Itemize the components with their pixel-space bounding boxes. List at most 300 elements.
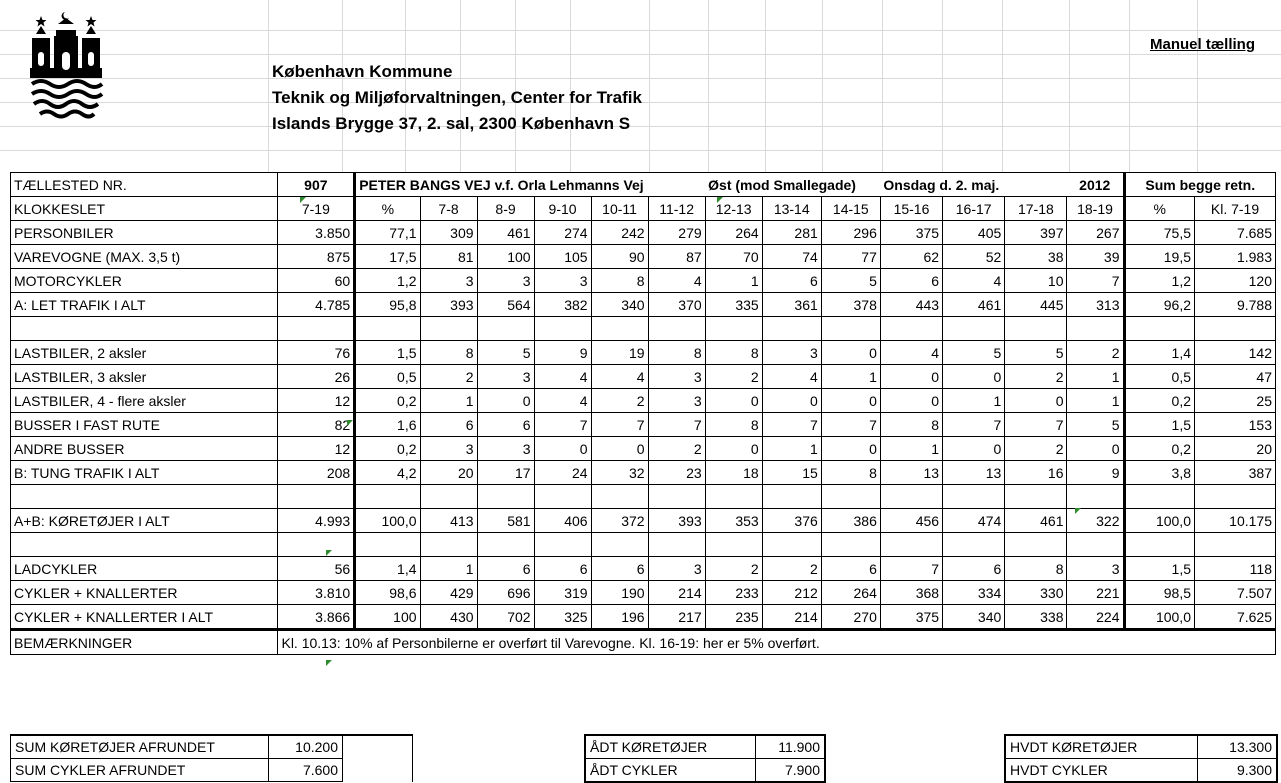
org-address: Islands Brygge 37, 2. sal, 2300 København S	[272, 114, 631, 133]
count-cell: 81	[420, 245, 477, 269]
count-cell: 224	[1067, 605, 1124, 630]
count-cell: 90	[591, 245, 648, 269]
count-cell: 1,5	[355, 341, 420, 365]
count-cell: 75,5	[1124, 221, 1195, 245]
total-row-light-traffic	[11, 293, 1276, 317]
row-label: VAREVOGNE (MAX. 3,5 t)	[11, 245, 278, 269]
count-cell: 98,5	[1124, 581, 1195, 605]
rounded-sum-box	[10, 734, 413, 782]
spacer-row	[11, 485, 1276, 509]
adt-box	[584, 734, 826, 783]
info-row	[11, 173, 1276, 197]
adt-vehicles-value: 11.900	[755, 735, 825, 759]
vehicle-row	[11, 437, 1276, 461]
count-cell: 6	[477, 557, 534, 581]
count-cell: 20	[1195, 437, 1276, 461]
sum-vehicles-label: SUM KØRETØJER AFRUNDET	[11, 735, 269, 759]
count-cell: 5	[1005, 341, 1067, 365]
count-cell: 196	[591, 605, 648, 630]
count-cell: 581	[477, 509, 534, 533]
row-label: CYKLER + KNALLERTER I ALT	[11, 605, 278, 630]
count-cell: 13	[943, 461, 1005, 485]
column-header: 11-12	[648, 197, 705, 221]
count-cell: 3	[420, 437, 477, 461]
count-cell: 3	[477, 365, 534, 389]
count-cell: 696	[477, 581, 534, 605]
count-cell: 214	[648, 581, 705, 605]
count-cell: 0,2	[1124, 389, 1195, 413]
count-cell: 5	[821, 269, 880, 293]
count-cell: 3	[648, 557, 705, 581]
count-cell: 0,2	[1124, 437, 1195, 461]
count-cell: 334	[943, 581, 1005, 605]
column-header: 17-18	[1005, 197, 1067, 221]
count-cell: 233	[705, 581, 762, 605]
count-cell: 5	[943, 341, 1005, 365]
column-header: Kl. 7-19	[1195, 197, 1276, 221]
count-cell: 1	[880, 437, 942, 461]
count-cell: 4	[880, 341, 942, 365]
count-cell: 3.866	[278, 605, 355, 630]
column-header: %	[1124, 197, 1195, 221]
count-cell: 17,5	[355, 245, 420, 269]
count-cell: 1,5	[1124, 413, 1195, 437]
count-cell: 375	[880, 605, 942, 630]
row-label: LASTBILER, 3 aksler	[11, 365, 278, 389]
remarks-label: BEMÆRKNINGER	[11, 630, 278, 655]
count-cell: 208	[278, 461, 355, 485]
count-cell: 2	[1067, 341, 1124, 365]
manual-count-title: Manuel tælling	[1150, 36, 1255, 53]
adt-bikes-value: 7.900	[755, 759, 825, 783]
count-cell: 242	[591, 221, 648, 245]
count-cell: 702	[477, 605, 534, 630]
count-cell: 264	[705, 221, 762, 245]
count-cell: 9.788	[1195, 293, 1276, 317]
count-cell: 7	[1005, 413, 1067, 437]
count-cell: 8	[591, 269, 648, 293]
remarks-row	[11, 630, 1276, 655]
count-cell: 319	[534, 581, 591, 605]
column-header: 15-16	[880, 197, 942, 221]
count-cell: 24	[534, 461, 591, 485]
count-cell: 430	[420, 605, 477, 630]
cell-comment-marker	[347, 420, 353, 426]
count-cell: 413	[420, 509, 477, 533]
count-cell: 397	[1005, 221, 1067, 245]
count-cell: 15	[762, 461, 821, 485]
cell-comment-marker	[717, 197, 723, 203]
count-cell: 1	[821, 365, 880, 389]
count-cell: 429	[420, 581, 477, 605]
count-cell: 52	[943, 245, 1005, 269]
count-cell: 461	[943, 293, 1005, 317]
count-cell: 3	[477, 269, 534, 293]
count-cell: 4	[648, 269, 705, 293]
count-cell: 100,0	[355, 509, 420, 533]
count-cell: 100,0	[1124, 509, 1195, 533]
column-header: 16-17	[943, 197, 1005, 221]
count-cell: 9	[1067, 461, 1124, 485]
count-cell: 153	[1195, 413, 1276, 437]
column-header: %	[355, 197, 420, 221]
count-cell: 56	[278, 557, 355, 581]
count-cell: 4.993	[278, 509, 355, 533]
count-cell: 1	[943, 389, 1005, 413]
count-cell: 5	[477, 341, 534, 365]
count-cell: 330	[1005, 581, 1067, 605]
time-label: KLOKKESLET	[11, 197, 278, 221]
count-cell: 96,2	[1124, 293, 1195, 317]
count-cell: 456	[880, 509, 942, 533]
row-label: A+B: KØRETØJER I ALT	[11, 509, 278, 533]
count-cell: 0	[821, 341, 880, 365]
count-cell: 1,4	[1124, 341, 1195, 365]
count-cell: 309	[420, 221, 477, 245]
count-cell: 82	[278, 413, 355, 437]
row-label: A: LET TRAFIK I ALT	[11, 293, 278, 317]
count-cell: 4,2	[355, 461, 420, 485]
count-cell: 95,8	[355, 293, 420, 317]
count-cell: 4	[943, 269, 1005, 293]
count-cell: 221	[1067, 581, 1124, 605]
column-header: 9-10	[534, 197, 591, 221]
count-cell: 3	[762, 341, 821, 365]
count-cell: 7.685	[1195, 221, 1276, 245]
row-label: LASTBILER, 2 aksler	[11, 341, 278, 365]
count-cell: 0	[880, 389, 942, 413]
count-cell: 77	[821, 245, 880, 269]
count-cell: 190	[591, 581, 648, 605]
total-row-all-vehicles	[11, 509, 1276, 533]
count-cell: 0	[943, 437, 1005, 461]
hvdt-vehicles-value: 13.300	[1197, 735, 1277, 759]
count-cell: 393	[648, 509, 705, 533]
hvdt-bikes-label: HVDT CYKLER	[1005, 759, 1197, 783]
row-label: ANDRE BUSSER	[11, 437, 278, 461]
count-cell: 3	[420, 269, 477, 293]
count-cell: 6	[591, 557, 648, 581]
count-cell: 1	[1067, 389, 1124, 413]
count-cell: 0	[1005, 389, 1067, 413]
count-cell: 6	[477, 413, 534, 437]
count-cell: 100	[477, 245, 534, 269]
count-cell: 274	[534, 221, 591, 245]
count-cell: 8	[880, 413, 942, 437]
count-cell: 264	[821, 581, 880, 605]
count-cell: 8	[1005, 557, 1067, 581]
spacer-row	[11, 317, 1276, 341]
count-cell: 2	[1005, 437, 1067, 461]
count-cell: 39	[1067, 245, 1124, 269]
count-cell: 13	[880, 461, 942, 485]
count-cell: 10	[1005, 269, 1067, 293]
count-cell: 217	[648, 605, 705, 630]
hvdt-box	[1004, 734, 1278, 783]
count-cell: 0	[477, 389, 534, 413]
count-cell: 6	[420, 413, 477, 437]
column-header: 10-11	[591, 197, 648, 221]
count-cell: 322	[1067, 509, 1124, 533]
count-cell: 0	[534, 437, 591, 461]
count-cell: 3.850	[278, 221, 355, 245]
count-cell: 2	[1005, 365, 1067, 389]
count-cell: 0	[591, 437, 648, 461]
sum-both-directions: Sum begge retn.	[1124, 173, 1276, 197]
count-cell: 1,2	[355, 269, 420, 293]
column-header: 18-19	[1067, 197, 1124, 221]
count-cell: 393	[420, 293, 477, 317]
count-cell: 445	[1005, 293, 1067, 317]
count-cell: 235	[705, 605, 762, 630]
count-cell: 100	[355, 605, 420, 630]
hvdt-vehicles-label: HVDT KØRETØJER	[1005, 735, 1197, 759]
count-cell: 0	[762, 389, 821, 413]
count-cell: 26	[278, 365, 355, 389]
count-cell: 1.983	[1195, 245, 1276, 269]
count-cell: 375	[880, 221, 942, 245]
count-cell: 47	[1195, 365, 1276, 389]
count-cell: 353	[705, 509, 762, 533]
count-cell: 340	[943, 605, 1005, 630]
count-cell: 0	[880, 365, 942, 389]
count-cell: 281	[762, 221, 821, 245]
count-cell: 4	[534, 389, 591, 413]
count-cell: 376	[762, 509, 821, 533]
count-cell: 4.785	[278, 293, 355, 317]
count-cell: 405	[943, 221, 1005, 245]
count-cell: 387	[1195, 461, 1276, 485]
count-cell: 212	[762, 581, 821, 605]
count-cell: 2	[705, 365, 762, 389]
count-cell: 0	[821, 437, 880, 461]
count-cell: 461	[477, 221, 534, 245]
vehicle-row	[11, 413, 1276, 437]
count-cell: 4	[762, 365, 821, 389]
total-row-heavy-traffic	[11, 461, 1276, 485]
count-cell: 7	[762, 413, 821, 437]
count-cell: 3	[534, 269, 591, 293]
station-number: 907	[278, 173, 355, 197]
count-cell: 8	[648, 341, 705, 365]
count-cell: 1,5	[1124, 557, 1195, 581]
count-cell: 0,2	[355, 389, 420, 413]
count-cell: 2	[420, 365, 477, 389]
count-cell: 461	[1005, 509, 1067, 533]
count-cell: 16	[1005, 461, 1067, 485]
count-cell: 7	[880, 557, 942, 581]
count-cell: 23	[648, 461, 705, 485]
count-cell: 340	[591, 293, 648, 317]
row-label: LADCYKLER	[11, 557, 278, 581]
count-cell: 120	[1195, 269, 1276, 293]
count-date: Onsdag d. 2. maj.	[880, 173, 1067, 197]
row-label: LASTBILER, 4 - flere aksler	[11, 389, 278, 413]
count-cell: 12	[278, 389, 355, 413]
column-header: 7-19	[278, 197, 355, 221]
count-cell: 1	[705, 269, 762, 293]
count-cell: 361	[762, 293, 821, 317]
count-cell: 3	[648, 389, 705, 413]
count-cell: 7	[591, 413, 648, 437]
count-cell: 19,5	[1124, 245, 1195, 269]
count-cell: 1	[420, 389, 477, 413]
row-label: BUSSER I FAST RUTE	[11, 413, 278, 437]
count-cell: 18	[705, 461, 762, 485]
count-cell: 2	[591, 389, 648, 413]
org-department: Teknik og Miljøforvaltningen, Center for Trafik	[272, 88, 642, 107]
count-cell: 564	[477, 293, 534, 317]
count-cell: 0,5	[355, 365, 420, 389]
count-cell: 3,8	[1124, 461, 1195, 485]
adt-bikes-label: ÅDT CYKLER	[585, 759, 755, 783]
count-cell: 62	[880, 245, 942, 269]
row-label: B: TUNG TRAFIK I ALT	[11, 461, 278, 485]
count-cell: 74	[762, 245, 821, 269]
count-cell: 1	[420, 557, 477, 581]
cell-comment-marker	[1075, 508, 1081, 514]
sum-bikes-label: SUM CYKLER AFRUNDET	[11, 759, 269, 782]
street-name: PETER BANGS VEJ v.f. Orla Lehmanns Vej	[355, 173, 705, 197]
count-cell: 368	[880, 581, 942, 605]
count-cell: 7	[648, 413, 705, 437]
count-cell: 296	[821, 221, 880, 245]
count-cell: 6	[943, 557, 1005, 581]
count-cell: 1,2	[1124, 269, 1195, 293]
time-header-row	[11, 197, 1276, 221]
vehicle-row	[11, 389, 1276, 413]
count-cell: 6	[534, 557, 591, 581]
count-cell: 7.625	[1195, 605, 1276, 630]
count-cell: 7	[943, 413, 1005, 437]
count-cell: 0	[1067, 437, 1124, 461]
vehicle-row	[11, 341, 1276, 365]
count-cell: 3	[648, 365, 705, 389]
count-cell: 474	[943, 509, 1005, 533]
count-cell: 87	[648, 245, 705, 269]
count-cell: 38	[1005, 245, 1067, 269]
vehicle-row	[11, 365, 1276, 389]
count-cell: 0,5	[1124, 365, 1195, 389]
count-cell: 0	[943, 365, 1005, 389]
count-cell: 10.175	[1195, 509, 1276, 533]
bicycle-row	[11, 557, 1276, 581]
count-cell: 142	[1195, 341, 1276, 365]
count-cell: 0,2	[355, 437, 420, 461]
copenhagen-coat-of-arms-logo	[28, 8, 104, 126]
count-cell: 214	[762, 605, 821, 630]
total-row-bicycles	[11, 605, 1276, 630]
count-cell: 20	[420, 461, 477, 485]
count-cell: 2	[762, 557, 821, 581]
cell-comment-marker	[326, 550, 332, 556]
remarks-text: Kl. 10.13: 10% af Personbilerne er overført til Varevogne. Kl. 16-19: her er 5% overført.	[278, 630, 1276, 655]
org-name: København Kommune	[272, 62, 453, 81]
direction: Øst (mod Smallegade)	[705, 173, 880, 197]
count-year: 2012	[1067, 173, 1124, 197]
count-cell: 105	[534, 245, 591, 269]
count-cell: 406	[534, 509, 591, 533]
count-cell: 3	[477, 437, 534, 461]
count-cell: 0	[821, 389, 880, 413]
count-cell: 7.507	[1195, 581, 1276, 605]
count-cell: 378	[821, 293, 880, 317]
count-cell: 12	[278, 437, 355, 461]
count-cell: 6	[880, 269, 942, 293]
count-cell: 0	[705, 389, 762, 413]
count-cell: 76	[278, 341, 355, 365]
count-cell: 60	[278, 269, 355, 293]
count-cell: 19	[591, 341, 648, 365]
count-cell: 9	[534, 341, 591, 365]
count-cell: 1	[762, 437, 821, 461]
count-cell: 279	[648, 221, 705, 245]
count-cell: 8	[420, 341, 477, 365]
count-cell: 386	[821, 509, 880, 533]
bicycle-row	[11, 581, 1276, 605]
count-cell: 875	[278, 245, 355, 269]
count-cell: 7	[821, 413, 880, 437]
count-cell: 267	[1067, 221, 1124, 245]
count-cell: 3.810	[278, 581, 355, 605]
count-cell: 118	[1195, 557, 1276, 581]
vehicle-row	[11, 245, 1276, 269]
hvdt-bikes-value: 9.300	[1197, 759, 1277, 783]
count-cell: 5	[1067, 413, 1124, 437]
count-cell: 370	[648, 293, 705, 317]
sum-vehicles-value: 10.200	[269, 735, 343, 759]
count-cell: 6	[762, 269, 821, 293]
count-cell: 7	[534, 413, 591, 437]
count-cell: 372	[591, 509, 648, 533]
count-cell: 98,6	[355, 581, 420, 605]
count-cell: 17	[477, 461, 534, 485]
count-cell: 3	[1067, 557, 1124, 581]
count-cell: 6	[821, 557, 880, 581]
traffic-count-table	[10, 172, 1276, 655]
station-label: TÆLLESTED NR.	[11, 173, 278, 197]
count-cell: 77,1	[355, 221, 420, 245]
count-cell: 8	[821, 461, 880, 485]
count-cell: 2	[705, 557, 762, 581]
vehicle-row	[11, 221, 1276, 245]
count-cell: 32	[591, 461, 648, 485]
column-header: 13-14	[762, 197, 821, 221]
count-cell: 7	[1067, 269, 1124, 293]
row-label: CYKLER + KNALLERTER	[11, 581, 278, 605]
count-cell: 1,6	[355, 413, 420, 437]
count-cell: 0	[705, 437, 762, 461]
row-label: MOTORCYKLER	[11, 269, 278, 293]
adt-vehicles-label: ÅDT KØRETØJER	[585, 735, 755, 759]
count-cell: 2	[648, 437, 705, 461]
count-cell: 443	[880, 293, 942, 317]
count-cell: 25	[1195, 389, 1276, 413]
count-cell: 270	[821, 605, 880, 630]
count-cell: 8	[705, 341, 762, 365]
count-cell: 338	[1005, 605, 1067, 630]
count-cell: 8	[705, 413, 762, 437]
sum-bikes-value: 7.600	[269, 759, 343, 782]
column-header: 7-8	[420, 197, 477, 221]
count-cell: 4	[534, 365, 591, 389]
count-cell: 325	[534, 605, 591, 630]
count-cell: 70	[705, 245, 762, 269]
column-header: 12-13	[705, 197, 762, 221]
column-header: 8-9	[477, 197, 534, 221]
count-cell: 1,4	[355, 557, 420, 581]
spacer-row	[11, 533, 1276, 557]
